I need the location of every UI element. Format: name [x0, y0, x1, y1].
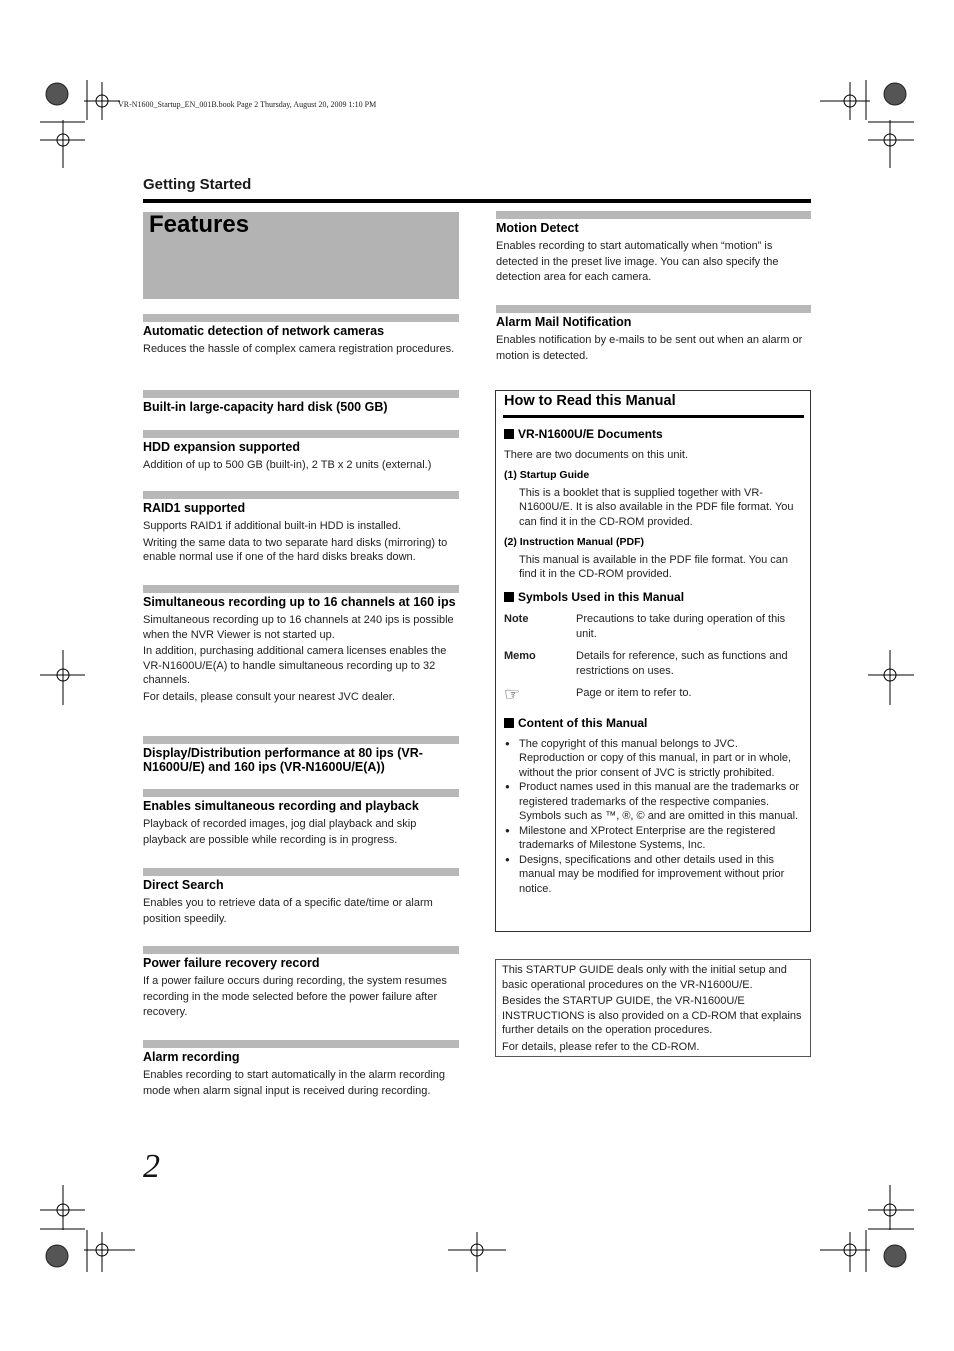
feature-title: Alarm Mail Notification: [496, 315, 632, 329]
feature-bar: [143, 390, 459, 398]
header-rule: [143, 199, 811, 203]
title-box: [143, 212, 459, 299]
feature-text: Enables recording to start automatically when “motion” is detected in the preset live image. You can also specify the detection area for each camera.: [496, 240, 779, 283]
page-title: Features: [149, 211, 250, 238]
symbol-desc: Precautions to take during operation of this unit.: [576, 613, 786, 640]
feature-left-3: [143, 491, 459, 567]
content-bullet: ● Product names used in this manual are the trademarks or registered trademarks of the respective companies. Symbols such as ™, ®, © and are omitted in this manual.: [504, 780, 802, 824]
feature-text: Supports RAID1 if additional built-in HDD is installed.: [143, 520, 402, 532]
feature-text: Enables you to retrieve data of a specific date/time or alarm position speedily.: [143, 897, 433, 925]
feature-text: Playback of recorded images, jog dial playback and skip playback are possible while recording is in progress.: [143, 818, 417, 846]
feature-right-1: [496, 305, 811, 366]
feature-title: Alarm recording: [143, 1050, 240, 1064]
feature-left-5: [143, 736, 459, 774]
feature-title: Direct Search: [143, 878, 224, 892]
feature-bar: [496, 211, 811, 219]
startup-note-text: This STARTUP GUIDE deals only with the initial setup and basic operational procedures on the VR-N1600U/E.: [502, 964, 787, 991]
page-number: 2: [143, 1148, 160, 1185]
symbols-heading: Symbols Used in this Manual: [518, 589, 685, 604]
feature-title: Power failure recovery record: [143, 956, 320, 970]
startup-note-box: [495, 959, 811, 1057]
feature-text: Enables recording to start automatically in the alarm recording mode when alarm signal input is received during recording.: [143, 1069, 446, 1097]
feature-title: Built-in large-capacity hard disk (500 GB): [143, 400, 388, 414]
feature-text: Addition of up to 500 GB (built-in), 2 TB x 2 units (external.): [143, 459, 432, 471]
feature-right-0: [496, 211, 811, 288]
symbol-row-note: [504, 612, 802, 641]
feature-title: Simultaneous recording up to 16 channels at 160 ips: [143, 595, 456, 609]
symbol-desc: Page or item to refer to.: [576, 687, 692, 699]
feature-bar: [143, 491, 459, 499]
feature-text: Writing the same data to two separate hard disks (mirroring) to enable normal use if one of the hard disks breaks down.: [143, 536, 448, 563]
section-label: Getting Started: [143, 176, 252, 193]
documents-heading: VR-N1600U/E Documents: [518, 427, 663, 441]
feature-title: Automatic detection of network cameras: [143, 324, 385, 338]
startup-note-text: For details, please refer to the CD-ROM.: [502, 1040, 700, 1053]
how-to-read-rule: [503, 415, 804, 418]
feature-left-9: [143, 1040, 459, 1101]
content-bullet: ● Designs, specifications and other details used in this manual may be modified for improvement without prior notice.: [504, 853, 802, 897]
symbol-key: Memo: [504, 650, 536, 662]
square-bullet-icon: [504, 429, 514, 439]
documents-intro: There are two documents on this unit.: [504, 448, 689, 461]
content-bullet: ● Milestone and XProtect Enterprise are the registered trademarks of Milestone Systems, Inc.: [504, 824, 802, 853]
doc2-heading: (2) Instruction Manual (PDF): [504, 536, 644, 548]
doc1-heading: (1) Startup Guide: [504, 469, 590, 481]
content-bullet: ● The copyright of this manual belongs to JVC. Reproduction or copy of this manual, in part or in whole, without the prior consent of JVC is strictly prohibited.: [504, 737, 802, 781]
symbol-key: Note: [504, 613, 529, 625]
feature-text: Simultaneous recording up to 16 channels at 240 ips is possible when the NVR Viewer is not started up.: [143, 614, 454, 641]
feature-bar: [143, 789, 459, 797]
feature-title: HDD expansion supported: [143, 440, 300, 454]
documents-heading-row: [504, 427, 802, 442]
symbol-row-reference: [504, 686, 802, 702]
pointing-hand-icon: ☞: [504, 684, 521, 704]
feature-text: In addition, purchasing additional camera licenses enables the VR-N1600U/E(A) to handle simultaneous recording up to 32 channels.: [143, 645, 447, 686]
feature-text: If a power failure occurs during recording, the system resumes recording in the mode selected before the power failure after recovery.: [143, 975, 447, 1018]
how-to-read-title: How to Read this Manual: [504, 393, 676, 409]
feature-left-0: [143, 314, 459, 360]
feature-left-8: [143, 946, 459, 1023]
feature-bar: [143, 430, 459, 438]
feature-text: Enables notification by e-mails to be sent out when an alarm or motion is detected.: [496, 334, 803, 362]
feature-bar: [143, 585, 459, 593]
feature-bar: [143, 736, 459, 744]
content-heading-row: [504, 716, 802, 731]
doc1-text: This is a booklet that is supplied together with VR-N1600U/E. It is also available in the PDF file format. You can find it in the CD-ROM provided.: [519, 486, 794, 528]
feature-left-1: [143, 390, 459, 414]
feature-left-4: [143, 585, 459, 706]
square-bullet-icon: [504, 718, 514, 728]
feature-left-2: [143, 430, 459, 476]
content-bullet-list: [504, 737, 802, 897]
how-to-read-box: [495, 390, 811, 932]
symbol-desc: Details for reference, such as functions and restrictions on uses.: [576, 650, 788, 677]
symbol-row-memo: [504, 649, 802, 678]
feature-bar: [143, 314, 459, 322]
feature-title: Motion Detect: [496, 221, 579, 235]
square-bullet-icon: [504, 592, 514, 602]
file-header: VR-N1600_Startup_EN_001B.book Page 2 Thursday, August 20, 2009 1:10 PM: [118, 100, 377, 109]
feature-left-6: [143, 789, 459, 850]
feature-bar: [143, 1040, 459, 1048]
feature-title: Display/Distribution performance at 80 ips (VR-N1600U/E) and 160 ips (VR-N1600U/E(A)): [143, 746, 423, 774]
feature-left-7: [143, 868, 459, 929]
feature-text: For details, please consult your nearest JVC dealer.: [143, 690, 395, 703]
feature-title: Enables simultaneous recording and playback: [143, 799, 419, 813]
startup-note-text: Besides the STARTUP GUIDE, the VR-N1600U/E INSTRUCTIONS is also provided on a CD-ROM that explains further details on the operation procedures.: [502, 995, 802, 1036]
doc2-text: This manual is available in the PDF file format. You can find it in the CD-ROM provided.: [519, 553, 789, 580]
feature-text: Reduces the hassle of complex camera registration procedures.: [143, 343, 455, 355]
feature-bar: [143, 946, 459, 954]
feature-bar: [496, 305, 811, 313]
feature-title: RAID1 supported: [143, 501, 246, 515]
feature-bar: [143, 868, 459, 876]
content-heading: Content of this Manual: [518, 716, 648, 730]
symbols-heading-row: [504, 590, 802, 605]
